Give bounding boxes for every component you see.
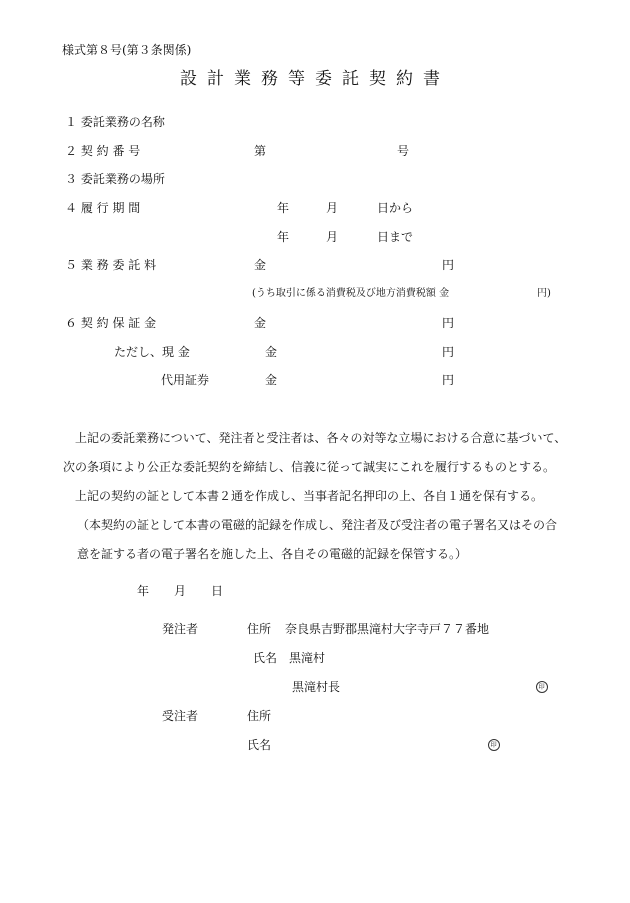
body-paragraph-3-line-1: （本契約の証として本書の電磁的記録を作成し、発注者及び受注者の電子署名又はその合 xyxy=(77,518,558,532)
period-end-day: 日まで xyxy=(377,230,414,244)
contract-number-suffix: 号 xyxy=(397,144,410,158)
period-start-day: 日から xyxy=(377,201,414,215)
guarantee-securities-yen: 円 xyxy=(442,373,455,387)
period-start-year: 年 xyxy=(277,201,290,215)
orderer-seal-text: 印 xyxy=(538,683,546,691)
document-title: 設計業務等委託契約書 xyxy=(180,69,450,89)
body-paragraph-1-line-2: 次の条項により公正な委託契約を締結し、信義に従って誠実にこれを履行するものとする。 xyxy=(63,460,556,474)
contractor-address-label: 住所 xyxy=(247,709,272,723)
form-number: 様式第８号(第３条関係) xyxy=(62,43,192,57)
item-fee-label: ５ 業 務 委 託 料 xyxy=(65,258,157,272)
fee-yen: 円 xyxy=(442,258,455,272)
orderer-title: 黒滝村長 xyxy=(292,680,341,694)
orderer-address: 奈良県吉野郡黒滝村大字寺戸７７番地 xyxy=(285,622,490,636)
body-paragraph-1-line-1: 上記の委託業務について、発注者と受注者は、各々の対等な立場における合意に基づいて、 xyxy=(75,431,567,445)
contractor-name-label: 氏名 xyxy=(247,738,272,752)
orderer-address-label: 住所 xyxy=(247,622,272,636)
item-period-label: ４ 履 行 期 間 xyxy=(65,201,141,215)
guarantee-securities-kin: 金 xyxy=(265,373,278,387)
fee-tax-yen: 円) xyxy=(537,288,551,299)
guarantee-cash-label: ただし、現 金 xyxy=(114,345,190,359)
period-end-month: 月 xyxy=(326,230,339,244)
guarantee-kin: 金 xyxy=(254,316,267,330)
fee-kin: 金 xyxy=(254,258,267,272)
orderer-seal-mark xyxy=(536,681,548,693)
item-location-label: ３ 委託業務の場所 xyxy=(65,172,165,186)
contractor-seal-mark xyxy=(488,739,500,751)
orderer-name: 黒滝村 xyxy=(289,651,326,665)
contract-number-prefix: 第 xyxy=(254,144,267,158)
orderer-role: 発注者 xyxy=(162,622,199,636)
body-paragraph-3-line-2: 意を証する者の電子署名を施した上、各自その電磁的記録を保管する。） xyxy=(77,547,468,561)
item-guarantee-label: ６ 契 約 保 証 金 xyxy=(65,316,157,330)
item-name-label: １ 委託業務の名称 xyxy=(65,115,165,129)
date-day: 日 xyxy=(211,584,224,598)
item-contract-number-label: ２ 契 約 番 号 xyxy=(65,144,141,158)
contractor-seal-text: 印 xyxy=(490,741,498,749)
orderer-name-label: 氏名 xyxy=(253,651,278,665)
fee-tax-note: (うち取引に係る消費税及び地方消費税額 金 xyxy=(252,288,450,299)
date-month: 月 xyxy=(174,584,187,598)
period-start-month: 月 xyxy=(326,201,339,215)
guarantee-yen: 円 xyxy=(442,316,455,330)
body-paragraph-2: 上記の契約の証として本書２通を作成し、当事者記名押印の上、各自１通を保有する。 xyxy=(75,489,544,503)
guarantee-securities-label: 代用証券 xyxy=(161,373,210,387)
guarantee-cash-kin: 金 xyxy=(265,345,278,359)
contractor-role: 受注者 xyxy=(162,709,199,723)
date-year: 年 xyxy=(137,584,150,598)
period-end-year: 年 xyxy=(277,230,290,244)
guarantee-cash-yen: 円 xyxy=(442,345,455,359)
